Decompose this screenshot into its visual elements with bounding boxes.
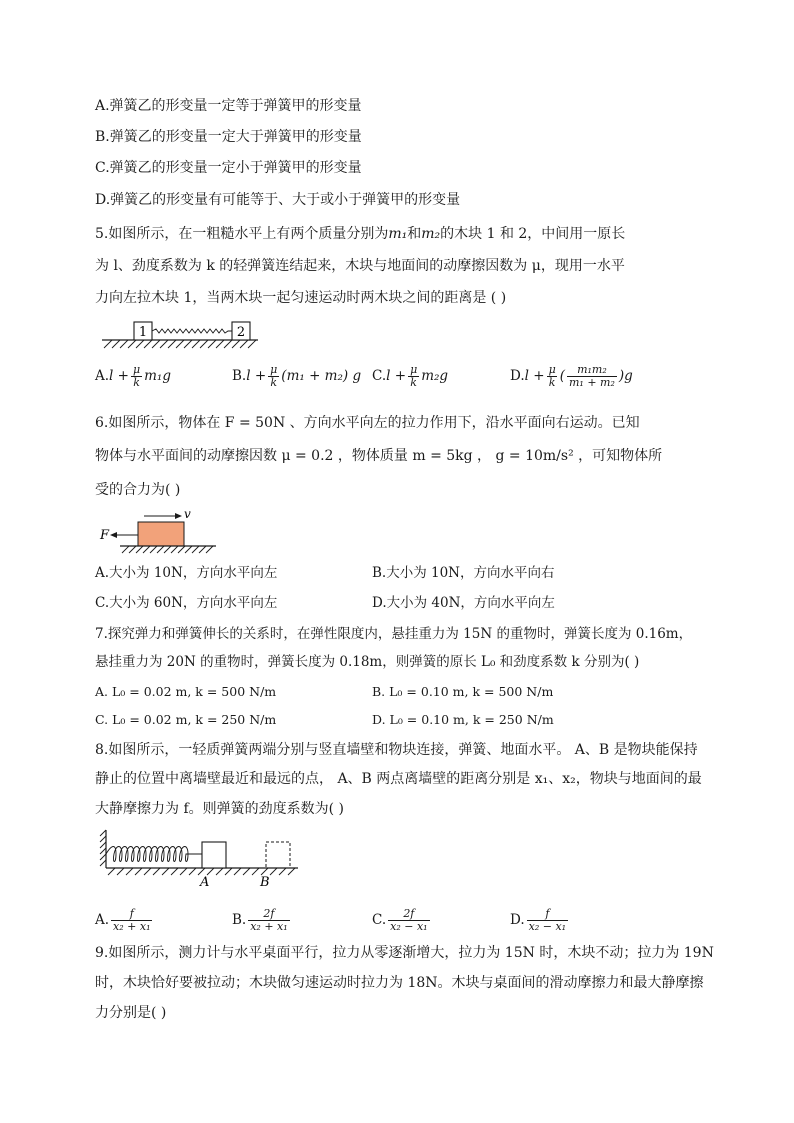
q7-option-d: D. L₀ = 0.10 m, k = 250 N/m [372, 712, 554, 727]
q5-stem-line2: 为 l、劲度系数为 k 的轻弹簧连结起来，木块与地面间的动摩擦因数为 μ，现用一水平 [95, 258, 625, 274]
q6-option-b: B.大小为 10N，方向水平向右 [372, 565, 555, 581]
q5-m2: m₂ [421, 226, 441, 242]
q8-block-a [202, 842, 226, 868]
q8-figure [100, 830, 300, 890]
q6-option-d: D.大小为 40N，方向水平向左 [372, 595, 555, 611]
q7-option-b: B. L₀ = 0.10 m, k = 500 N/m [372, 684, 554, 699]
q9-stem-line1: 9.如图所示，测力计与水平桌面平行，拉力从零逐渐增大，拉力为 15N 时，木块不动；拉力为 19N [95, 945, 714, 961]
q6-option-c: C.大小为 60N，方向水平向左 [95, 595, 278, 611]
q8-stem-line2: 静止的位置中离墙壁最近和最远的点， A、B 两点离墙壁的距离分别是 x₁、x₂，物块与地面间的最 [95, 771, 702, 787]
q5-block-1-label: 1 [138, 325, 148, 340]
q6-block [138, 522, 184, 546]
q6-force-arrowhead [110, 532, 117, 538]
q4-option-d: D.弹簧乙的形变量有可能等于、大于或小于弹簧甲的形变量 [95, 192, 461, 208]
q6-figure [98, 508, 220, 554]
q6-velocity-arrowhead [175, 513, 182, 519]
q8-option-c: C. $\frac{2f}{\text{x₂ − x₁}}$ [372, 907, 428, 933]
q5-option-c: C.l + $\frac{\mu}{k}$ m₂g [372, 363, 449, 389]
q5-spring [152, 329, 232, 333]
q5-option-d: D.l + $\frac{\mu}{k}$ ( $\frac{\text{m₁m₂}}{\text{m₁ + m₂}}$ )g [510, 363, 633, 389]
q7-option-a: A. L₀ = 0.02 m, k = 500 N/m [95, 684, 277, 699]
q5-block-2-label: 2 [236, 325, 246, 340]
q8-label-a: A [200, 875, 210, 890]
q4-option-b: B.弹簧乙的形变量一定大于弹簧甲的形变量 [95, 129, 362, 145]
q5-ground-hatch [104, 340, 256, 348]
q4-option-a: A.弹簧乙的形变量一定等于弹簧甲的形变量 [95, 98, 362, 114]
q8-option-b: B. $\frac{2f}{\text{x₂ + x₁}}$ [232, 907, 288, 933]
q8-stem-line1: 8.如图所示，一轻质弹簧两端分别与竖直墙壁和物块连接，弹簧、地面水平。 A、B 是物块能保持 [95, 742, 698, 758]
q5-option-a: A.l + $\frac{\mu}{k}$ m₁g [95, 363, 171, 389]
q8-block-b-dashed [266, 842, 290, 868]
q7-stem-line1: 7.探究弹力和弹簧伸长的关系时，在弹性限度内，悬挂重力为 15N 的重物时，弹簧长度为 0.16m， [95, 626, 693, 642]
q7-option-c: C. L₀ = 0.02 m, k = 250 N/m [95, 712, 277, 727]
q5-figure [100, 318, 260, 350]
q6-ground-hatch [122, 546, 213, 553]
q8-wall-hatch [100, 830, 106, 866]
q5-stem-line3: 力向左拉木块 1，当两木块一起匀速运动时两木块之间的距离是 ( ) [95, 290, 507, 306]
q8-option-d: D. $\frac{f}{\text{x₂ − x₁}}$ [510, 907, 567, 933]
q6-stem-line2: 物体与水平面间的动摩擦因数 μ = 0.2 ，物体质量 m = 5kg ， g = 10m/s² ，可知物体所 [95, 448, 663, 464]
q8-label-b: B [260, 875, 270, 890]
q8-ground-hatch [108, 868, 295, 875]
q8-option-a: A. $\frac{f}{\text{x₂ + x₁}}$ [95, 907, 151, 933]
q9-stem-line2: 时，木块恰好要被拉动；木块做匀速运动时拉力为 18N。木块与桌面间的滑动摩擦力和最大静摩擦 [95, 975, 704, 991]
q6-force-label: F [100, 528, 110, 543]
q4-option-c: C.弹簧乙的形变量一定小于弹簧甲的形变量 [95, 160, 362, 176]
q9-stem-line3: 力分别是( ) [95, 1005, 167, 1021]
q6-option-a: A.大小为 10N，方向水平向左 [95, 565, 278, 581]
q5-stem-line1: 5.如图所示，在一粗糙水平上有两个质量分别为m₁和m₂的木块 1 和 2，中间用一原长 [95, 226, 626, 242]
q6-velocity-label: v [184, 507, 191, 521]
q8-stem-line3: 大静摩擦力为 f。则弹簧的劲度系数为( ) [95, 801, 345, 817]
q5-option-b: B.l + $\frac{\mu}{k}$ (m₁ + m₂) g [232, 363, 362, 389]
q5-m1: m₁ [388, 226, 408, 242]
q6-stem-line1: 6.如图所示，物体在 F = 50N 、方向水平向左的拉力作用下，沿水平面向右运动。已知 [95, 415, 640, 431]
q6-stem-line3: 受的合力为( ) [95, 482, 181, 498]
q8-spring [106, 847, 202, 862]
q7-stem-line2: 悬挂重力为 20N 的重物时，弹簧长度为 0.18m，则弹簧的原长 L₀ 和劲度系数 k 分别为( ) [95, 654, 640, 670]
